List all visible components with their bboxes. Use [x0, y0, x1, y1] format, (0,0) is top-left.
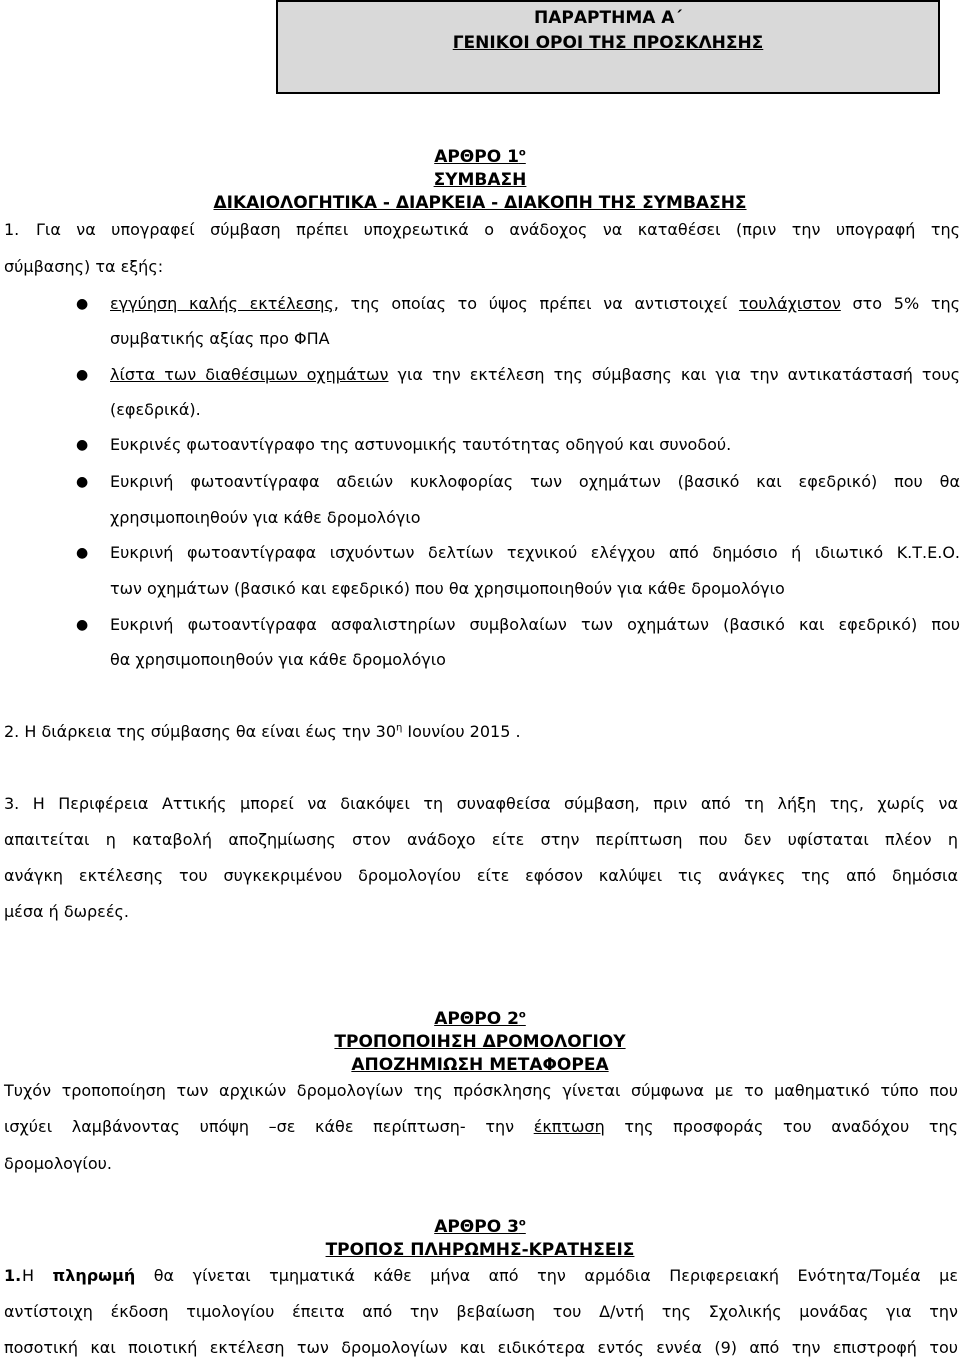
article1-heading-block [0, 146, 960, 215]
bullet5-line1: Ευκρινή φωτοαντίγραφα ισχυόντων δελτίων τεχνικού ελέγχου από δημόσιο ή ιδιωτικό Κ.Τ.Ε.Ο. [110, 543, 960, 562]
bullet-icon: ● [76, 474, 89, 490]
bullet4-line2: χρησιμοποιηθούν για κάθε δρομολόγιο [110, 508, 421, 527]
annex-header-box [276, 0, 940, 94]
bullet4-line1: Ευκρινή φωτοαντίγραφα αδειών κυκλοφορίας των οχημάτων (βασικό και εφεδρικό) που θα [110, 472, 960, 491]
article3-p1-line1: Η πληρωμή θα γίνεται τμηματικά κάθε μήνα από την αρμόδια Περιφερειακή Ενότητα/Τομέα με [22, 1266, 958, 1285]
bullet-icon: ● [76, 617, 89, 633]
article1-heading: ΑΡΘΡΟ $1^o$ [434, 147, 526, 167]
p3-line2: απαιτείται η καταβολή αποζημίωσης στον ανάδοχο είτε στην περίπτωση που δεν υφίσταται πλέον η [4, 830, 958, 849]
article3-p1-number: 1. [4, 1266, 22, 1285]
bullet6-line1: Ευκρινή φωτοαντίγραφα ασφαλιστηρίων συμβολαίων των οχημάτων (βασικό και εφεδρικό) που [110, 615, 960, 634]
article2-heading: ΑΡΘΡΟ $2^o$ [434, 1009, 526, 1029]
annex-title: ΓΕΝΙΚΟΙ ΟΡΟΙ ΤΗΣ ΠΡΟΣΚΛΗΣΗΣ [452, 33, 764, 53]
bullet-icon: ● [76, 367, 89, 383]
bullet2-line1: λίστα των διαθέσιμων οχημάτων για την εκτέλεση της σύμβασης και για την αντικατάστασή τους [110, 365, 960, 384]
bullet-icon: ● [76, 296, 89, 312]
annex-label: ΠΑΡΑΡΤΗΜΑ Α΄ [534, 8, 682, 28]
p2-line: 2. Η διάρκεια της σύμβασης θα είναι έως την $30^\eta$ Ιουνίου 2015 . [4, 722, 521, 741]
article2-line2: ισχύει λαμβάνοντας υπόψη –σε κάθε περίπτωση- την έκπτωση της προσφοράς του αναδόχου της [4, 1117, 959, 1136]
p3-line4: μέσα ή δωρεές. [4, 902, 129, 921]
article2-heading-block [0, 1008, 960, 1077]
bullet5-line2: των οχημάτων (βασικό και εφεδρικό) που θα χρησιμοποιηθούν για κάθε δρομολόγιο [110, 579, 785, 598]
article2-subtitle2: ΑΠΟΖΗΜΙΩΣΗ ΜΕΤΑΦΟΡΕΑ [351, 1055, 609, 1075]
article1-subtitle2: ΔΙΚΑΙΟΛΟΓΗΤΙΚΑ - ΔΙΑΡΚΕΙΑ - ΔΙΑΚΟΠΗ ΤΗΣ ΣΥΜΒΑΣΗΣ [213, 193, 747, 213]
article3-heading: ΑΡΘΡΟ $3^o$ [434, 1217, 526, 1237]
bullet3-line1: Ευκρινές φωτοαντίγραφο της αστυνομικής ταυτότητας οδηγού και συνοδού. [110, 435, 732, 454]
bullet1-line2: συμβατικής αξίας προ ΦΠΑ [110, 329, 330, 348]
bullet6-line2: θα χρησιμοποιηθούν για κάθε δρομολόγιο [110, 650, 446, 669]
bullet1-line1: εγγύηση καλής εκτέλεσης, της οποίας το ύψος πρέπει να αντιστοιχεί τουλάχιστον στο 5% της [110, 294, 960, 313]
p1-line2: σύμβασης) τα εξής: [4, 257, 164, 276]
article3-subtitle1: ΤΡΟΠΟΣ ΠΛΗΡΩΜΗΣ-ΚΡΑΤΗΣΕΙΣ [325, 1240, 635, 1260]
bullet-icon: ● [76, 437, 89, 453]
p3-line1: 3. Η Περιφέρεια Αττικής μπορεί να διακόψει τη συναφθείσα σύμβαση, πριν από τη λήξη της, χωρίς να [4, 794, 958, 813]
article2-line1: Τυχόν τροποποίηση των αρχικών δρομολογίων της πρόσκλησης γίνεται σύμφωνα με το μαθηματικό τύπο που [4, 1081, 958, 1100]
bullet2-line2: (εφεδρικά). [110, 400, 201, 419]
article1-subtitle1: ΣΥΜΒΑΣΗ [433, 170, 527, 190]
p1-number: 1. [4, 220, 20, 239]
article3-p1-line2: αντίστοιχη έκδοση τιμολογίου έπειτα από την βεβαίωση του Δ/ντή της Σχολικής μονάδας για την [4, 1302, 958, 1321]
article3-heading-block [0, 1216, 960, 1262]
p3-line3: ανάγκη εκτέλεσης του συγκεκριμένου δρομολογίου είτε εφόσον καλύψει τις ανάγκες της από δημόσια [4, 866, 958, 885]
bullet-icon: ● [76, 545, 89, 561]
article3-p1-line3: ποσοτική και ποιοτική εκτέλεση των δρομολογίων και ειδικότερα εντός εννέα (9) από την επιστροφή του [4, 1338, 958, 1357]
article2-subtitle1: ΤΡΟΠΟΠΟΙΗΣΗ ΔΡΟΜΟΛΟΓΙΟΥ [334, 1032, 626, 1052]
p1-line1: Για να υπογραφεί σύμβαση πρέπει υποχρεωτικά ο ανάδοχος να καταθέσει (πριν την υπογραφή της [36, 220, 960, 239]
article2-line3: δρομολογίου. [4, 1154, 112, 1173]
